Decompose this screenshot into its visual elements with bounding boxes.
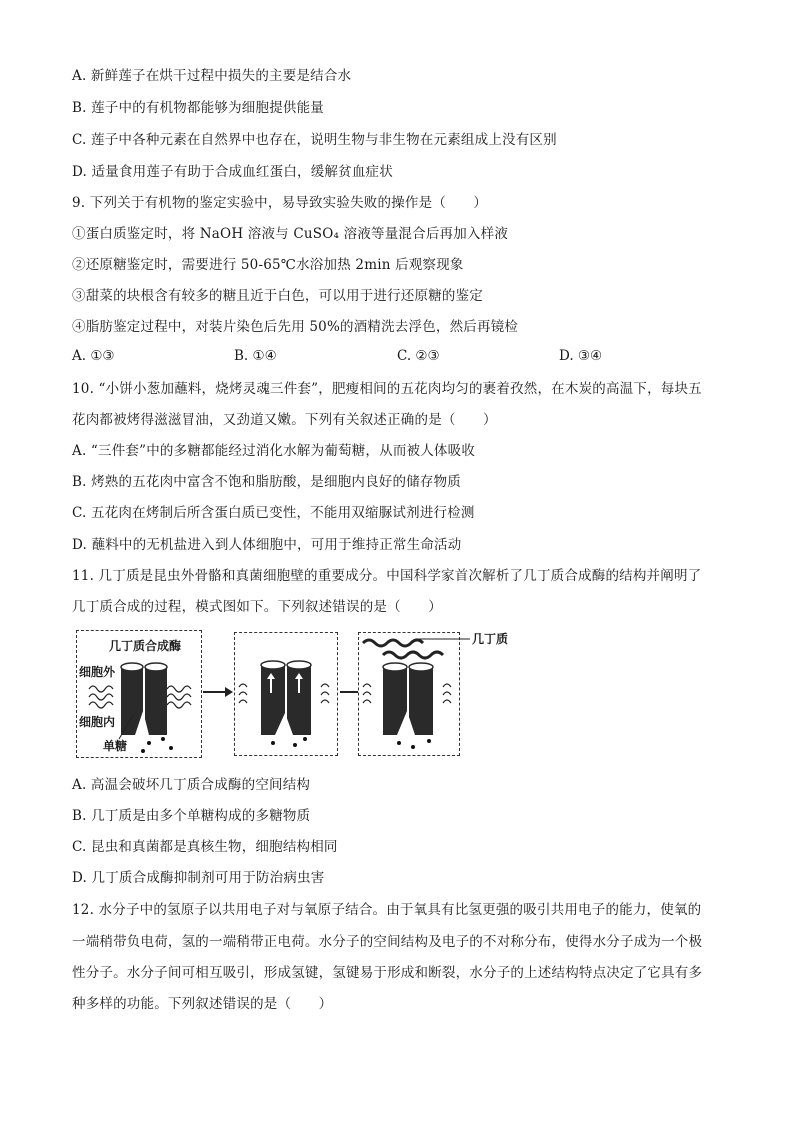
q9-option-d: D. ③④ [559,348,603,364]
q8-option-c: C. 莲子中各种元素在自然界中也存在，说明生物与非生物在元素组成上没有区别 [72,132,557,148]
figure-panel-3 [358,632,460,756]
q9-stem: 9. 下列关于有机物的鉴定实验中，易导致实验失败的操作是（ ） [72,195,488,211]
q11-stem-line1: 11. 几丁质是昆虫外骨骼和真菌细胞壁的重要成分。中国科学家首次解析了几丁质合成酶的结构并阐明了 [72,568,702,584]
enzyme-diagram-3 [359,633,459,755]
q12-line-1: 12. 水分子中的氢原子以共用电子对与氧原子结合。由于氧具有比氢更强的吸引共用电子的能力，使氧的 [72,902,702,918]
q9-item-4: ④脂肪鉴定过程中，对装片染色后先用 50%的酒精洗去浮色，然后再镜检 [72,319,519,335]
q8-option-d: D. 适量食用莲子有助于合成血红蛋白，缓解贫血症状 [72,164,393,180]
q9-item-1: ①蛋白质鉴定时，将 NaOH 溶液与 CuSO₄ 溶液等量混合后再加入样液 [72,226,509,242]
q10-option-c: C. 五花肉在烤制后所含蛋白质已变性，不能用双缩脲试剂进行检测 [72,505,475,521]
outside-cell-label: 细胞外 [79,665,116,679]
inside-cell-label: 细胞内 [79,715,116,729]
q9-option-c: C. ②③ [397,348,440,364]
q9-option-a: A. ①③ [72,348,115,364]
q12-line-4: 种多样的功能。下列叙述错误的是（ ） [72,996,333,1012]
q12-line-2: 一端稍带负电荷，氢的一端稍带正电荷。水分子的空间结构及电子的不对称分布，使得水分子成为一个极 [72,934,703,950]
q9-option-b: B. ①④ [234,348,277,364]
q10-option-d: D. 蘸料中的无机盐进入到人体细胞中，可用于维持正常生命活动 [72,537,462,553]
chitin-label: 几丁质 [472,632,509,646]
enzyme-diagram-1 [77,631,201,757]
q8-option-b: B. 莲子中的有机物都能够为细胞提供能量 [72,100,325,116]
figure-panel-1 [76,630,202,758]
q10-option-b: B. 烤熟的五花肉中富含不饱和脂肪酸，是细胞内良好的储存物质 [72,474,462,490]
q10-stem-line2: 花肉都被烤得滋滋冒油，又劲道又嫩。下列有关叙述正确的是（ ） [72,412,497,428]
q11-stem-line2: 几丁质合成的过程，模式图如下。下列叙述错误的是（ ） [72,599,442,615]
figure-panel-2 [234,632,338,756]
q11-option-a: A. 高温会破坏几丁质合成酶的空间结构 [72,777,311,793]
q11-option-c: C. 昆虫和真菌都是真核生物，细胞结构相同 [72,839,338,855]
arrow-icon [201,685,235,699]
chitin-synthase-figure [76,628,536,760]
q9-item-2: ②还原糖鉴定时，需要进行 50-65℃水浴加热 2min 后观察现象 [72,257,464,273]
label-leader-line [416,634,476,644]
enzyme-diagram-2 [235,633,337,755]
q8-option-a: A. 新鲜莲子在烘干过程中损失的主要是结合水 [72,68,352,84]
q9-item-3: ③甜菜的块根含有较多的糖且近于白色，可以用于进行还原糖的鉴定 [72,288,483,304]
q12-line-3: 性分子。水分子间可相互吸引，形成氢键，氢键易于形成和断裂，水分子的上述结构特点决定了它具有多 [72,965,703,981]
q11-option-b: B. 几丁质是由多个单糖构成的多糖物质 [72,808,311,824]
enzyme-label: 几丁质合成酶 [109,639,182,653]
monomer-label: 单糖 [103,739,128,753]
q10-option-a: A. “三件套”中的多糖都能经过消化水解为葡萄糖，从而被人体吸收 [72,443,476,459]
q11-option-d: D. 几丁质合成酶抑制剂可用于防治病虫害 [72,870,325,886]
q10-stem-line1: 10. “小饼小葱加蘸料，烧烤灵魂三件套”，肥瘦相间的五花肉均匀的裹着孜然，在木炭的高温下，每块五 [72,381,702,397]
